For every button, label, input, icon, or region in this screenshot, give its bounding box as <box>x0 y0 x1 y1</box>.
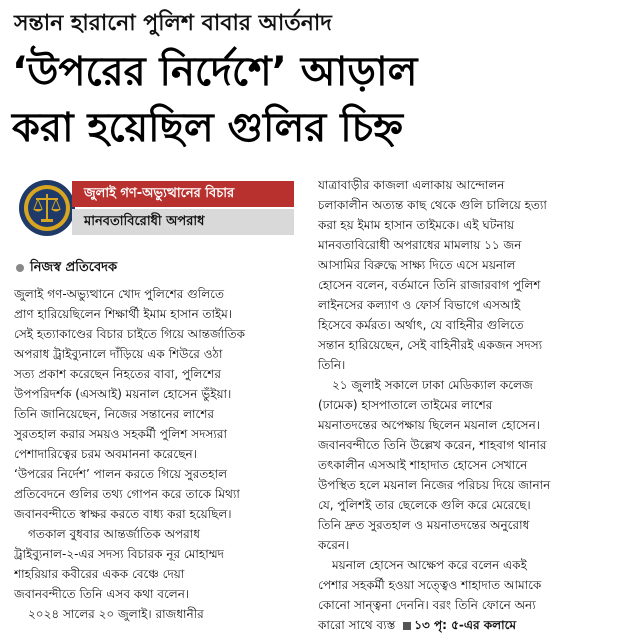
text-line: লাইনসের কল্যাণ ও ফোর্স বিভাগে এসআই <box>318 298 521 312</box>
headline-line-2: করা হয়েছিল গুলির চিহ্ন <box>12 105 404 151</box>
text-line: তৎকালীন এসআই শাহাদাত হোসেন সেখানে <box>318 458 528 472</box>
text-line: (ঢামেক) হাসপাতালে তাইমের লাশের <box>318 398 493 412</box>
text-line: গতকাল বুধবার আন্তর্জাতিক অপরাধ <box>28 527 200 541</box>
text-line: জবানবন্দীতে তিনি এসব কথা বলেন। <box>14 587 190 601</box>
text-line: প্রতিবেদনে গুলির তথ্য গোপন করে তাকে মিথ্যা <box>14 487 240 501</box>
article-column-left <box>14 285 304 625</box>
text-line: জুলাই গণ-অভ্যুত্থানে খোদ পুলিশের গুলিতে <box>14 287 224 301</box>
continuation-note[interactable] <box>395 618 516 632</box>
text-line: যে, পুলিশই তার ছেলেকে গুলি করে মেরেছে। <box>318 498 531 512</box>
text-line: পেশাদারিত্বের চরম অবমাননা করেছেন। <box>14 447 197 461</box>
text-line: প্রাণ হারিয়েছিলেন শিক্ষার্থী ইমাম হাসান তাইম। <box>14 307 233 321</box>
text-line: ময়নাল হোসেন আক্ষেপ করে বলেন একই <box>332 558 527 572</box>
text-line: অপরাধ ট্রাইব্যুনালে দাঁড়িয়ে এক শিউরে ওঠা <box>14 347 223 361</box>
text-line: হোসেন বলেন, বর্তমানে তিনি রাজারবাগ পুলিশ <box>318 278 541 292</box>
text-line: তিনি। <box>318 358 346 372</box>
text-line: সন্তান হারিয়েছেন, সেই বাহিনীরই একজন সদস্য <box>318 338 543 352</box>
continuation-text: ১৩ পৃ: ৫-এর কলামে <box>414 618 517 632</box>
text-line: শাহরিয়ার কবীরের একক বেঞ্চে দেয়া <box>14 567 185 581</box>
text-line: ‘উপরের নির্দেশ’ পালন করতে গিয়ে সুরতহাল <box>14 467 228 481</box>
text-line: সত্য প্রকাশ করেছেন নিহতের বাবা, পুলিশের <box>14 367 221 381</box>
text-line: সেই হত্যাকাণ্ডের বিচার চাইতে গিয়ে আন্তর্জাতিক <box>14 327 246 341</box>
series-title: জুলাই গণ-অভ্যুত্থানের বিচার <box>72 181 294 207</box>
text-line: ২১ জুলাই সকালে ঢাকা মেডিক্যাল কলেজ <box>332 378 533 392</box>
series-subtitle: মানবতাবিরোধী অপরাধ <box>72 209 294 235</box>
text-line: তিনি জানিয়েছেন, নিজের সন্তানের লাশের <box>14 407 215 421</box>
last-line-with-continuation <box>318 616 608 635</box>
byline-text: নিজস্ব প্রতিবেদক <box>30 260 118 275</box>
text-line: ট্রাইব্যুনাল-২-এর সদস্য বিচারক নূর মোহাম্মদ <box>14 547 224 561</box>
text-line: উপস্থিত হলে ময়নাল নিজের পরিচয় দিয়ে জানান <box>318 478 551 492</box>
scales-of-justice-seal-icon <box>18 179 76 237</box>
text-line: পেশার সহকর্মী হওয়া সত্ত্বেও শাহাদাত আমাকে <box>318 578 542 592</box>
text-line: জবানবন্দীতে স্বাক্ষর করতে বাধ্য করা হয়েছিল। <box>14 507 232 521</box>
text-line: আসামির বিরুদ্ধে সাক্ষ্য দিতে এসে ময়নাল <box>318 258 516 272</box>
bullet-icon <box>16 264 24 272</box>
byline <box>16 258 117 279</box>
text-line: কারো সাথে ব্যস্ত <box>318 618 396 632</box>
text-line: জবানবন্দীতে তিনি উল্লেখ করেন, শাহবাগ থানার <box>318 438 547 452</box>
text-line: যাত্রাবাড়ীর কাজলা এলাকায় আন্দোলন <box>318 178 505 192</box>
main-headline <box>12 44 417 156</box>
series-badge <box>16 179 294 237</box>
text-line: মানবতাবিরোধী অপরাধের মামলায় ১১ জন <box>318 238 522 252</box>
text-line: করেন। <box>318 538 350 552</box>
kicker-headline: সন্তান হারানো পুলিশ বাবার আর্তনাদ <box>14 11 332 36</box>
text-line: চলাকালীন অত্যন্ত কাছ থেকে গুলি চালিয়ে হত্যা <box>318 198 547 212</box>
square-bullet-icon <box>403 622 411 630</box>
text-line: ২০২৪ সালের ২০ জুলাই। রাজধানীর <box>28 607 204 621</box>
text-line: কোনো সান্ত্বনা দেননি। বরং তিনি ফোনে অন্য <box>318 598 536 612</box>
text-line: সুরতহাল করার সময়ও সহকর্মী পুলিশ সদস্যরা <box>14 427 227 441</box>
text-line: হিসেবে কর্মরত। অর্থাৎ, যে বাহিনীর গুলিতে <box>318 318 524 332</box>
article-column-right <box>318 176 608 636</box>
text-line: ময়নাতদন্তের অপেক্ষায় ছিলেন ময়নাল হোসেন। <box>318 418 541 432</box>
headline-line-1: ‘উপরের নির্দেশে’ আড়াল <box>12 49 418 95</box>
text-line: উপপরিদর্শক (এসআই) ময়নাল হোসেন ভুঁইয়া। <box>14 387 232 401</box>
text-line: তিনি দ্রুত সুরতহাল ও ময়নাতদন্তের অনুরোধ <box>318 518 530 532</box>
text-line: করা হয় ইমাম হাসান তাইমকে। এই ঘটনায় <box>318 218 515 232</box>
